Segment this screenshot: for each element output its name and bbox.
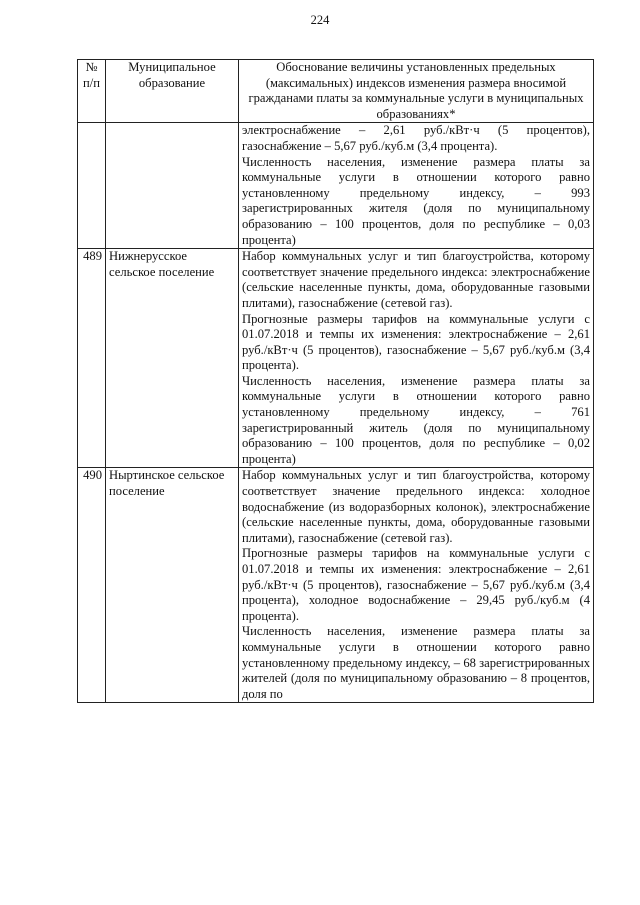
row-number: 489 xyxy=(78,249,106,468)
row-municipality: Нижнерусское сельское поселение xyxy=(106,249,239,468)
table-row xyxy=(78,468,594,703)
tariff-index-table xyxy=(77,59,594,703)
page-number: 224 xyxy=(310,13,330,27)
row-justification xyxy=(239,249,594,468)
justification-paragraph: Численность населения, изменение размера платы за коммунальные услуги в отношении которого равно установленному предельному индексу, – 68 зарегистрированных жителей (доля по муниципальному образованию – 8 процентов, доля по xyxy=(242,624,590,701)
row-municipality: Ныртинское сельское поселение xyxy=(106,468,239,703)
table-row xyxy=(78,123,594,249)
table-row xyxy=(78,249,594,468)
row-justification xyxy=(239,123,594,249)
justification-paragraph: Прогнозные размеры тарифов на коммунальные услуги с 01.07.2018 и темпы их изменения: электроснабжение – 2,61 руб./кВт·ч (5 процентов), газоснабжение – 5,67 руб./куб.м (3,4 процента). xyxy=(242,311,590,373)
justification-paragraph: Прогнозные размеры тарифов на коммунальные услуги с 01.07.2018 и темпы их изменения: электроснабжение – 2,61 руб./кВт·ч (5 процентов), газоснабжение – 5,67 руб./куб.м (3,4 процента), холодное водоснабжение – 29,45 руб./куб.м (4 процента). xyxy=(242,546,590,623)
row-justification xyxy=(239,468,594,703)
row-number xyxy=(78,123,106,249)
justification-paragraph: Численность населения, изменение размера платы за коммунальные услуги в отношении которого равно установленному предельному индексу, – 993 зарегистрированных жителя (доля по муниципальному образованию – 100 процентов, доля по республике – 0,03 процента) xyxy=(242,154,590,247)
header-justification: Обоснование величины установленных предельных (максимальных) индексов изменения размера вносимой гражданами платы за коммунальные услуги в муниципальных образованиях* xyxy=(239,60,594,123)
table-header-row xyxy=(78,60,594,123)
header-number: № п/п xyxy=(78,60,106,123)
justification-paragraph: Набор коммунальных услуг и тип благоустройства, которому соответствует значение предельного индекса: электроснабжение (сельские населенные пункты, дома, оборудованные газовыми плитами), газоснабжение (сетевой газ). xyxy=(242,249,590,310)
justification-paragraph: Численность населения, изменение размера платы за коммунальные услуги в отношении которого равно установленному предельному индексу, – 761 зарегистрированный житель (доля по муниципальному образованию – 100 процентов, доля по республике – 0,02 процента) xyxy=(242,373,590,466)
row-municipality xyxy=(106,123,239,249)
row-number: 490 xyxy=(78,468,106,703)
header-municipality: Муниципальное образование xyxy=(106,60,239,123)
justification-paragraph: Набор коммунальных услуг и тип благоустройства, которому соответствует значение предельного индекса: холодное водоснабжение (из водоразборных колонок), электроснабжение (сельские населенные пункты, дома, оборудованные газовыми плитами), газоснабжение (сетевой газ). xyxy=(242,468,590,545)
justification-paragraph: электроснабжение – 2,61 руб./кВт·ч (5 процентов), газоснабжение – 5,67 руб./куб.м (3,4 процента). xyxy=(242,123,590,153)
